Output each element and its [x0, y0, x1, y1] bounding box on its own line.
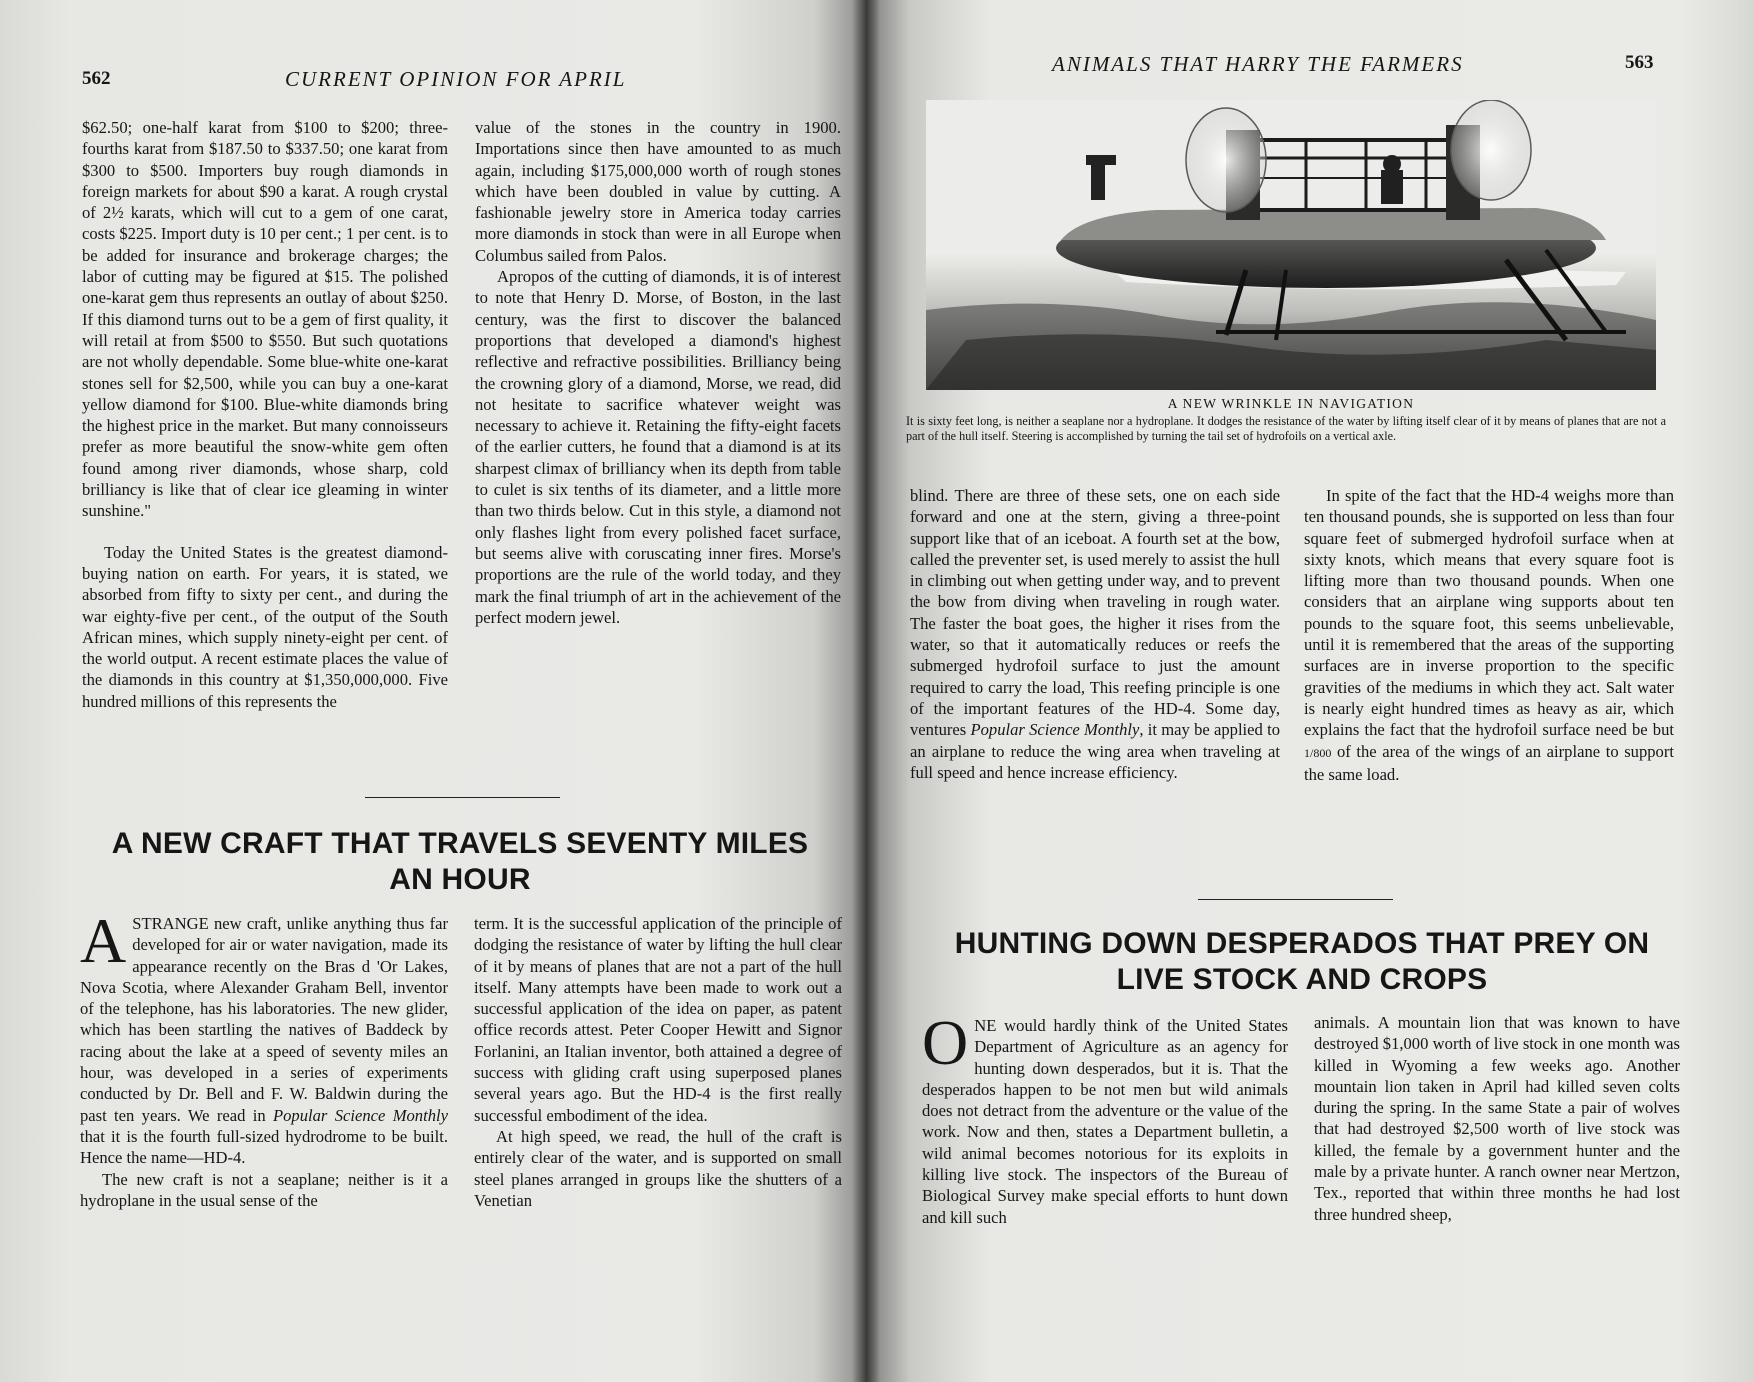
- right-column-2: [1304, 485, 1674, 785]
- left-column-1: [82, 117, 448, 712]
- left-column-2: [475, 117, 841, 628]
- headline-line: HUNTING DOWN DESPERADOS THAT PREY ON: [954, 927, 1650, 960]
- photo-caption-title: A NEW WRINKLE IN NAVIGATION: [1167, 396, 1415, 411]
- headline-line: AN HOUR: [389, 863, 531, 896]
- text-run: NE would hardly think of the United States Department of Agriculture as an agency for hunting down desperados, but it is. That the desperados happen to be not men but wild animals does not detract from the adventure or the value of the work. Now and then, states a Department bulletin, a wild animal becomes notorious for its exploits in killing live stock. The inspectors of the Bureau of Biological Survey make special efforts to hunt down and kill such: [922, 1016, 1288, 1227]
- italic-title: Popular Science Monthly: [970, 720, 1140, 740]
- paragraph: At high speed, we read, the hull of the craft is entirely clear of the water, and is supported on small steel planes arranged in groups like the shutters of a Venetian: [474, 1126, 842, 1210]
- paragraph: [1304, 485, 1674, 785]
- page-number-right: 563: [1625, 52, 1654, 73]
- paragraph: Apropos of the cutting of diamonds, it is of interest to note that Henry D. Morse, of Boston, in the last century, was the first to discover the balanced proportions that developed a diamond's highest reflective and refractive possibilities. Brilliancy being the crowning glory of a diamond, Morse, we read, did not hesitate to sacrifice whatever weight was necessary to achieve it. Retaining the fifty-eight facets of the earlier cutters, he found that a diamond is at its sharpest climax of brilliancy when its depth from table to culet is six tenths of its diameter, and a little more than two thirds below. Cut in this style, a diamond not only flashes light from every polished facet surface, but seems alive with coruscating inner fires. Morse's proportions are the rule of the world today, and they mark the final triumph of art in the achievement of the perfect modern jewel.: [475, 267, 841, 627]
- hd4-article-column-1: [80, 905, 448, 1211]
- paragraph: $62.50; one-half karat from $100 to $200; three-fourths karat from $187.50 to $337.50; one karat from $300 to $500. Importers buy rough diamonds in foreign markets for about $90 a karat. A rough crystal of 2½ karats, which will cut to a gem of one carat, costs $225. Import duty is 10 per cent.; 1 per cent. is to be added for insurance and brokerage charges; the labor of cutting may be figured at $15. The polished one-karat gem thus represents an outlay of about $250. If this diamond turns out to be a gem of first quality, it will retail at from $500 to $550. But such quotations are not wholly dependable. Some blue-white one-karat stones sell for $2,500, while you can buy a one-karat yellow diamond for $100. Blue-white diamonds bring the highest price in the market. But many connoisseurs prefer as more beautiful the snow-white gem often found among river diamonds, whose sharp, cold brilliancy is like that of clear ice gleaming in winter sunshine.": [82, 118, 448, 521]
- book-gutter-shadow: [852, 0, 880, 1382]
- text-run: , it may be applied to an airplane to reduce the wing area when traveling at full speed and hence increase efficiency.: [910, 720, 1280, 782]
- paragraph: [80, 905, 448, 1169]
- text-run: that it is the fourth full-sized hydrodrome to be built. Hence the name—HD-4.: [80, 1126, 448, 1168]
- text-run: STRANGE new craft, unlike anything thus far developed for air or water navigation, made its appearance recently on the Bras d 'Or Lakes, Nova Scotia, where Alexander Graham Bell, inventor of the telephone, has his laboratories. The new glider, which has been startling the natives of Baddeck by racing about the lake at a speed of seventy miles an hour, was developed in a series of experiments conducted by Dr. Bell and F. W. Baldwin during the past ten years. We read in: [80, 914, 448, 1125]
- article-headline-desperados: [912, 926, 1692, 998]
- text-run: of the area of the wings of an airplane to support the same load.: [1304, 741, 1674, 784]
- hydrodrome-photo: [926, 100, 1656, 390]
- paragraph: term. It is the successful application of the principle of dodging the resistance of water by lifting the hull clear of it by means of planes that are not a part of the hull itself. Many attempts have been made to work out a successful application of the idea on paper, as patent office records attest. Peter Cooper Hewitt and Signor Forlanini, an Italian inventor, both attained a degree of success with gliding craft using superposed planes several years ago. But the HD-4 is the first really successful embodiment of the idea.: [474, 914, 842, 1125]
- italic-title: Popular Science Monthly: [272, 1105, 448, 1125]
- paragraph: The new craft is not a seaplane; neither is it a hydroplane in the usual sense of the: [80, 1169, 448, 1210]
- hd4-article-column-2: [474, 913, 842, 1211]
- left-page: [0, 0, 866, 1382]
- paragraph: [910, 485, 1280, 783]
- paragraph: value of the stones in the country in 1900. Importations since then have amounted to as much again, including $175,000,000 worth of rough stones which have been doubled in value by cutting. A fashionable jewelry store in America today carries more diamonds in stock than were in all Europe when Columbus sailed from Palos.: [475, 118, 841, 265]
- headline-line: A NEW CRAFT THAT TRAVELS SEVENTY MILES: [111, 827, 809, 860]
- desperados-article-column-1: [922, 1007, 1288, 1228]
- article-headline-hd4: [70, 826, 850, 898]
- paragraph: [922, 1007, 1288, 1228]
- paragraph: animals. A mountain lion that was known to have destroyed $1,000 worth of live stock in one month was killed in Wyoming a few weeks ago. Another mountain lion taken in April had killed seven colts during the spring. In the same State a pair of wolves that had destroyed $2,500 worth of live stock was killed, the female by a government hunter and the male by a private hunter. A ranch owner near Mertzon, Tex., reported that within three months he had lost three hundred sheep,: [1314, 1013, 1680, 1224]
- drop-cap: O: [922, 1007, 969, 1078]
- page-number-left: 562: [82, 68, 111, 89]
- photo-caption-body: It is sixty feet long, is neither a seaplane nor a hydroplane. It dodges the resistance of the water by lifting itself clear of it by means of planes that are not a part of the hull itself. Steering is accomplished by turning the tail set of hydrofoils on a vertical axle.: [906, 414, 1666, 443]
- section-divider: [365, 797, 560, 798]
- running-head-left: CURRENT OPINION FOR APRIL: [285, 67, 627, 91]
- right-column-1: [910, 485, 1280, 783]
- desperados-article-column-2: [1314, 1012, 1680, 1225]
- paragraph: Today the United States is the greatest diamond-buying nation on earth. For years, it is stated, we absorbed from fifty to sixty per cent., and during the war eighty-five per cent., of the output of the South African mines, which supply ninety-eight per cent. of the world output. A recent estimate places the value of the diamonds in this country at $1,350,000,000. Five hundred millions of this represents the: [82, 542, 448, 711]
- text-run: blind. There are three of these sets, one on each side forward and one at the stern, giving a three-point support like that of an iceboat. A fourth set at the bow, called the preventer set, is used merely to assist the hull in climbing out when getting under way, and to prevent the bow from diving when traveling in rough water. The faster the boat goes, the higher it rises from the water, so that it automatically reduces or reefs the submerged hydrofoil surface to just the amount required to carry the load, This reefing principle is one of the important features of the HD-4. Some day, ventures: [910, 486, 1280, 740]
- text-run: In spite of the fact that the HD-4 weighs more than ten thousand pounds, she is supported on less than four square feet of submerged hydrofoil surface when at sixty knots, which means that every square foot is lifting more than two thousand pounds. When one considers that an airplane wing supports about ten pounds to the square foot, this seems unbelievable, until it is remembered that the areas of the supporting surfaces are in inverse proportion to the specific gravities of the mediums in which they act. Salt water is nearly eight hundred times as heavy as air, which explains the fact that the hydrofoil surface need be but: [1304, 486, 1674, 740]
- section-divider: [1198, 899, 1393, 900]
- running-head-right: ANIMALS THAT HARRY THE FARMERS: [1052, 52, 1464, 76]
- headline-line: LIVE STOCK AND CROPS: [1116, 963, 1488, 996]
- drop-cap: A: [80, 905, 127, 976]
- fraction: 1/800: [1304, 745, 1332, 760]
